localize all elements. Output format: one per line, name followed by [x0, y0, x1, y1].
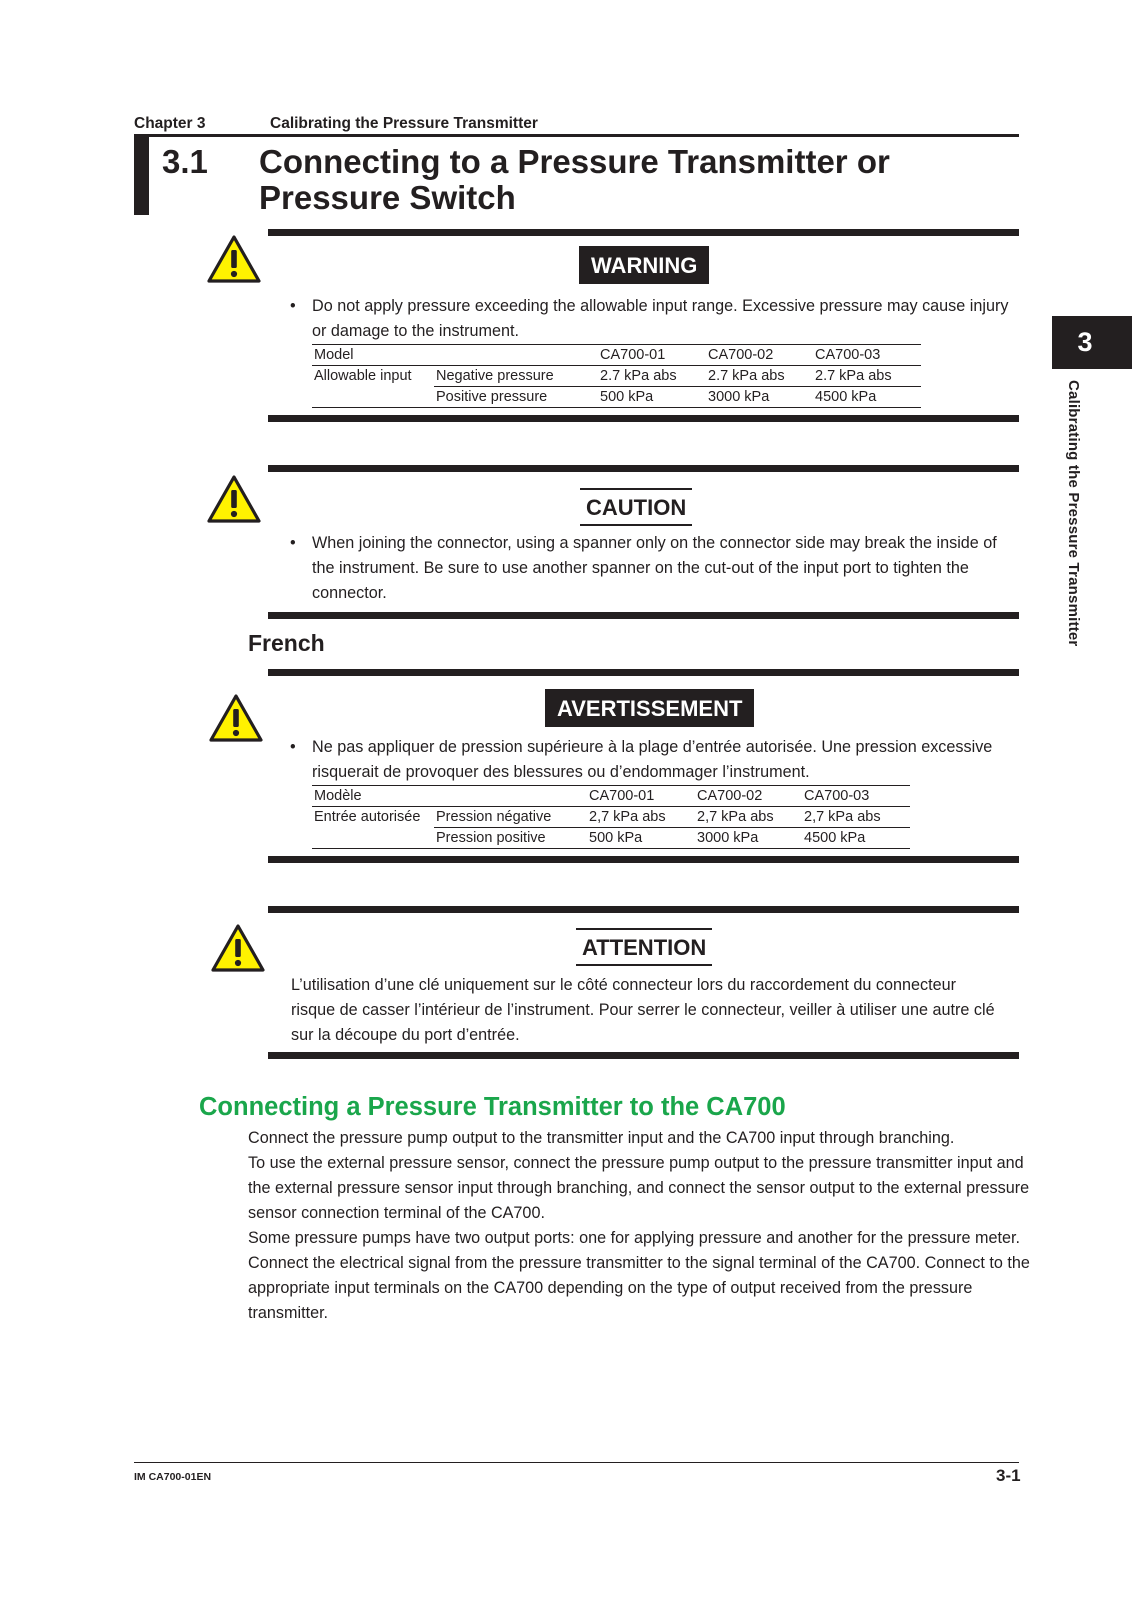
table-header-row: [312, 345, 921, 366]
caution-bullet-dot: •: [290, 534, 296, 552]
table-cell: CA700-02: [697, 788, 763, 804]
table-cell: [312, 387, 434, 408]
avertissement-label: AVERTISSEMENT: [545, 689, 754, 727]
table-cell: [434, 345, 598, 366]
table-row: [312, 387, 921, 408]
section-bar: [134, 136, 149, 215]
table-cell: Negative pressure: [434, 366, 598, 387]
warning-triangle-icon: [208, 693, 264, 743]
attention-top-rule: [268, 906, 1019, 913]
table-cell: Positive pressure: [436, 389, 548, 405]
table-cell: Model: [314, 347, 354, 363]
table-cell: 4500 kPa: [804, 830, 866, 846]
footer-rule: [134, 1462, 1019, 1463]
avertissement-bullet-dot: •: [290, 738, 296, 756]
warning-bullet-text: Do not apply pressure exceeding the allowable input range. Excessive pressure may cause injury or damage to the instrument.: [312, 297, 1009, 340]
table-cell: [434, 786, 587, 807]
chapter-tab-number: 3: [1077, 327, 1093, 357]
section-title: Connecting to a Pressure Transmitter or Pressure Switch: [259, 143, 890, 216]
chapter-tab-text: Calibrating the Pressure Transmitter: [1065, 380, 1082, 647]
section-number: 3.1: [162, 143, 208, 180]
body-paragraph: Connect the pressure pump output to the transmitter input and the CA700 input through branching.: [248, 1129, 955, 1147]
table-header-row: [312, 786, 910, 807]
warning-triangle-icon: [206, 474, 262, 524]
caution-top-rule: [268, 465, 1019, 472]
warning-bullet-dot: •: [290, 297, 296, 315]
avertissement-spec-table: [312, 785, 910, 849]
chapter-rule: [134, 134, 1019, 137]
body-paragraph: Connect the electrical signal from the pressure transmitter to the signal terminal of the CA700. Connect to the appropriate input terminals on the CA700 depending on the type of output received from the pressure transmitter.: [248, 1254, 1030, 1322]
table-cell: 2.7 kPa abs: [813, 366, 921, 387]
table-cell: 500 kPa: [589, 830, 643, 846]
table-cell: 500 kPa: [600, 389, 654, 405]
table-cell: CA700-01: [600, 347, 666, 363]
table-cell: Pression négative: [434, 807, 587, 828]
table-cell: 3000 kPa: [708, 389, 770, 405]
footer-doc-id: IM CA700-01EN: [134, 1471, 212, 1483]
table-row: [312, 807, 910, 828]
chapter-label: Chapter 3: [134, 115, 206, 132]
table-cell: [312, 828, 434, 849]
warning-triangle-icon: [206, 234, 262, 284]
warning-label: WARNING: [579, 246, 709, 284]
body-paragraph: To use the external pressure sensor, connect the pressure pump output to the pressure transmitter input and the external pressure sensor input through branching, and connect the sensor output to the external pressure sensor connection terminal of the CA700.: [248, 1154, 1030, 1222]
warning-triangle-icon: [210, 923, 266, 973]
body-paragraph: Some pressure pumps have two output ports: one for applying pressure and another for the pressure meter.: [248, 1229, 1021, 1247]
table-cell: CA700-03: [815, 347, 881, 363]
table-cell: 4500 kPa: [815, 389, 877, 405]
table-cell: 2,7 kPa abs: [802, 807, 910, 828]
table-cell: CA700-01: [589, 788, 655, 804]
warning-top-rule: [268, 229, 1019, 236]
attention-bottom-rule: [268, 1052, 1019, 1059]
warning-bottom-rule: [268, 415, 1019, 422]
page-number: 3-1: [996, 1466, 1021, 1485]
attention-text: L’utilisation d’une clé uniquement sur le côté connecteur lors du raccordement du connecteur risque de casser l’intérieur de l’instrument. Pour serrer le connecteur, veiller à utiliser une autre clé sur la découpe du port d’entrée.: [291, 976, 995, 1044]
table-cell: Modèle: [314, 788, 362, 804]
table-cell: Pression positive: [436, 830, 546, 846]
table-cell: 2,7 kPa abs: [695, 807, 802, 828]
table-row: [312, 366, 921, 387]
table-cell: 3000 kPa: [697, 830, 759, 846]
table-cell: Entrée autorisée: [314, 809, 421, 826]
avertissement-bullet-text: Ne pas appliquer de pression supérieure à la plage d’entrée autorisée. Une pression excessive risquerait de provoquer des blessures ou d’endommager l’instrument.: [312, 738, 993, 781]
connecting-body: [248, 1126, 1032, 1326]
table-cell: CA700-03: [804, 788, 870, 804]
table-cell: 2.7 kPa abs: [706, 366, 813, 387]
caution-label: CAUTION: [580, 488, 692, 526]
table-cell: CA700-02: [708, 347, 774, 363]
warning-spec-table: [312, 344, 921, 408]
attention-label: ATTENTION: [576, 928, 712, 966]
avertissement-bottom-rule: [268, 856, 1019, 863]
caution-bullet-text: When joining the connector, using a spanner only on the connector side may break the inside of the instrument. Be sure to use another spanner on the cut-out of the input port to tighten the connector.: [312, 534, 997, 602]
avertissement-top-rule: [268, 669, 1019, 676]
table-cell: Allowable input: [314, 368, 412, 385]
table-cell: 2.7 kPa abs: [598, 366, 706, 387]
table-cell: 2,7 kPa abs: [587, 807, 695, 828]
table-row: [312, 828, 910, 849]
chapter-tab: [1052, 316, 1132, 369]
caution-bottom-rule: [268, 612, 1019, 619]
french-heading: French: [248, 630, 325, 656]
connecting-heading: Connecting a Pressure Transmitter to the CA700: [199, 1093, 786, 1121]
chapter-title: Calibrating the Pressure Transmitter: [270, 115, 538, 132]
